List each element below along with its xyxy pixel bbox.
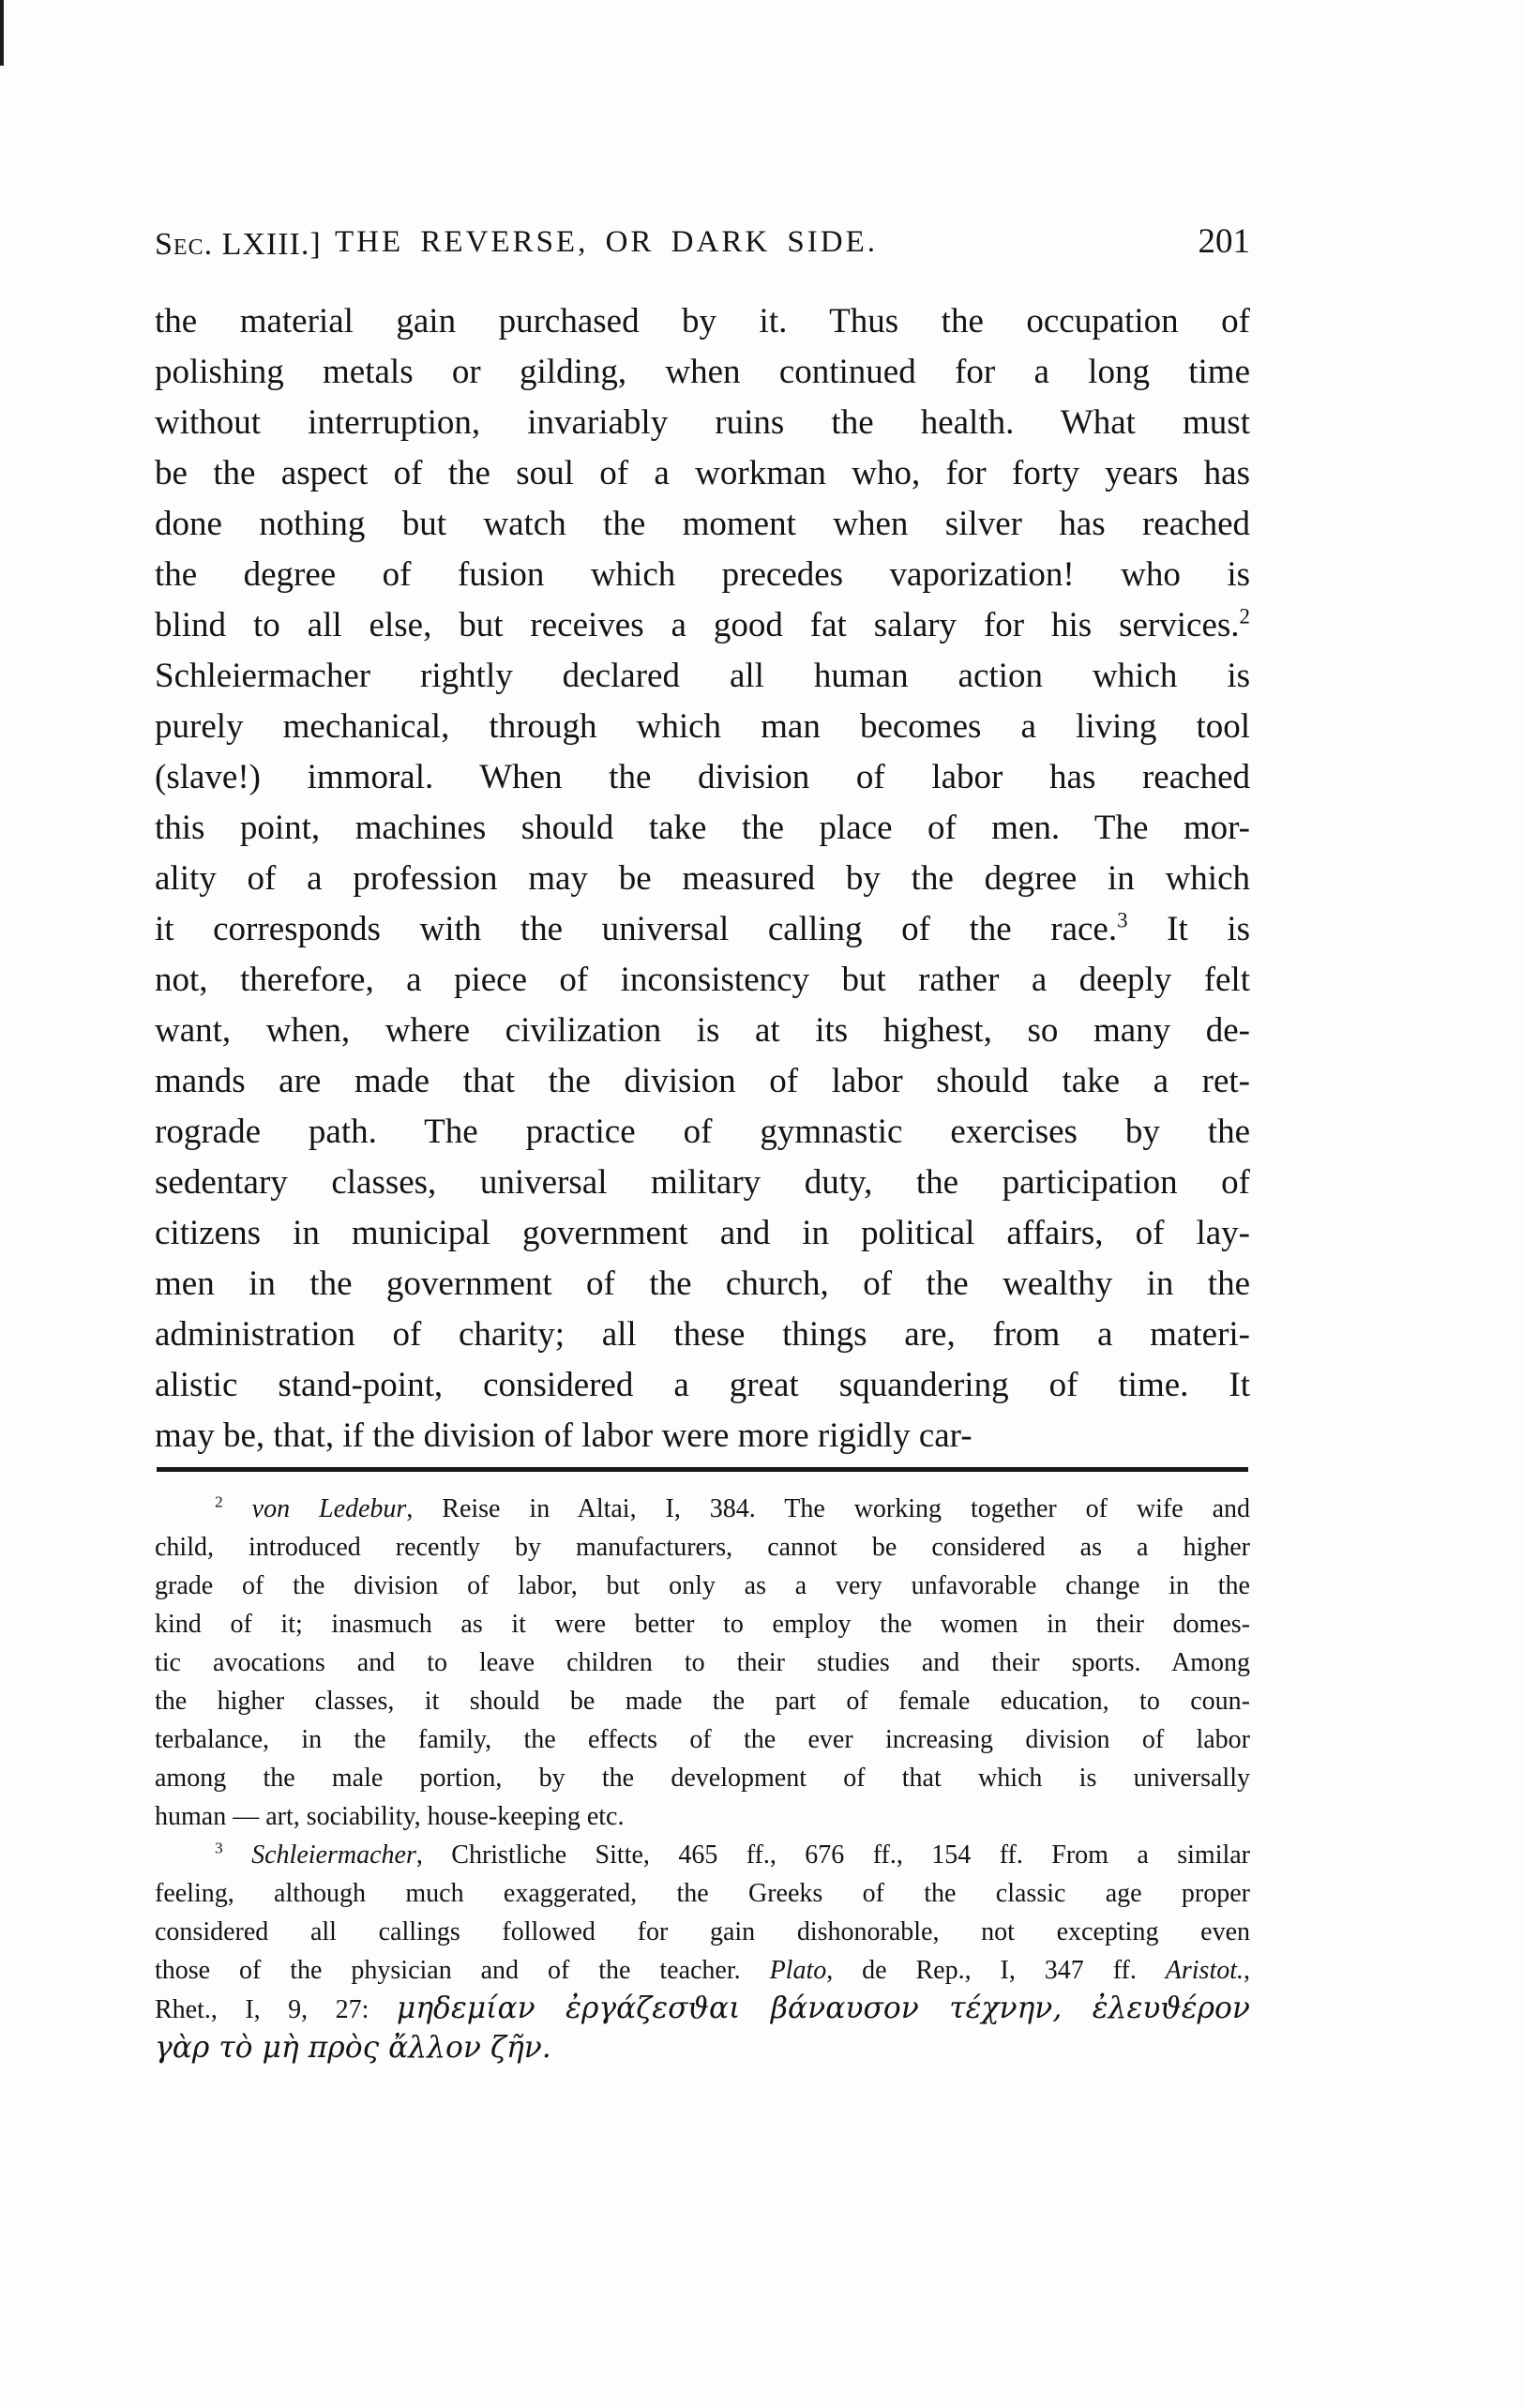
- text-segment: terbalance, in the family, the effects of the ever increasing division of labor: [155, 1725, 1250, 1754]
- text-line: [155, 904, 1250, 955]
- text-line: [155, 2029, 1250, 2068]
- text-segment: the higher classes, it should be made the part of female education, to coun-: [155, 1687, 1250, 1716]
- text-segment: considered all callings followed for gain dishonorable, not excepting even: [155, 1917, 1250, 1946]
- text-segment: child, introduced recently by manufacturers, cannot be considered as a higher: [155, 1533, 1250, 1562]
- footnotes: [155, 1490, 1250, 2068]
- text-line: [155, 1490, 1250, 1528]
- text-segment: [223, 1494, 252, 1523]
- text-line: [155, 1158, 1250, 1208]
- text-line: [155, 1056, 1250, 1107]
- text-line: [155, 854, 1250, 904]
- text-segment: polishing metals or gilding, when continued for a long time: [155, 353, 1250, 391]
- text-segment: kind of it; inasmuch as it were better to employ the women in their domes-: [155, 1610, 1250, 1639]
- page-header: [155, 221, 1250, 270]
- text-segment: the material gain purchased by it. Thus the occupation of: [155, 302, 1250, 341]
- text-line: [155, 1411, 1250, 1461]
- text-line: [155, 1720, 1250, 1759]
- text-line: [155, 1605, 1250, 1643]
- text-segment: this point, machines should take the place of men. The mor-: [155, 809, 1250, 847]
- text-line: [155, 1913, 1250, 1951]
- text-line: [155, 347, 1250, 398]
- text-segment: purely mechanical, through which man becomes a living tool: [155, 707, 1250, 746]
- text-segment: citizens in municipal government and in political affairs, of lay-: [155, 1214, 1250, 1252]
- text-segment: Schleiermacher rightly declared all human action which is: [155, 657, 1250, 695]
- text-line: [155, 1310, 1250, 1360]
- text-segment: without interruption, invariably ruins the health. What must: [155, 403, 1250, 442]
- footnote-marker: 3: [1117, 908, 1128, 932]
- text-line: [155, 752, 1250, 803]
- footnote-marker: 2: [215, 1492, 223, 1511]
- text-segment: Schleiermacher: [251, 1840, 416, 1870]
- text-segment: be the aspect of the soul of a workman who, for forty years has: [155, 454, 1250, 492]
- text-line: [155, 499, 1250, 550]
- footnote-rule: [157, 1467, 1248, 1472]
- text-line: [155, 1759, 1250, 1797]
- text-segment: among the male portion, by the development of that which is universally: [155, 1764, 1250, 1793]
- text-segment: want, when, where civilization is at its highest, so many de-: [155, 1011, 1250, 1050]
- greek-text: γὰρ τὸ μὴ πρὸς ἄλλον ζῆν.: [155, 2031, 551, 2065]
- text-segment: , de Rep., I, 347 ff.: [826, 1956, 1166, 1985]
- text-segment: alistic stand-point, considered a great squandering of time. It: [155, 1366, 1250, 1404]
- text-segment: , Reise in Altai, I, 384. The working together of wife and: [406, 1494, 1251, 1523]
- text-line: [155, 1259, 1250, 1310]
- text-segment: rograde path. The practice of gymnastic exercises by the: [155, 1113, 1250, 1151]
- text-segment: human — art, sociability, house-keeping etc.: [155, 1802, 625, 1831]
- text-line: [155, 550, 1250, 600]
- text-line: [155, 955, 1250, 1006]
- text-line: [155, 702, 1250, 752]
- text-segment: it corresponds with the universal calling of the race.: [155, 910, 1118, 948]
- text-line: [155, 1107, 1250, 1158]
- text-segment: It is: [1127, 910, 1251, 948]
- footnote-marker: 2: [1239, 604, 1250, 629]
- footnote-marker: 3: [215, 1839, 223, 1857]
- text-segment: administration of charity; all these things are, from a materi-: [155, 1315, 1250, 1354]
- text-line: [155, 1951, 1250, 1990]
- text-segment: Plato: [769, 1956, 827, 1985]
- text-segment: mands are made that the division of labor should take a ret-: [155, 1062, 1250, 1100]
- text-line: [155, 1528, 1250, 1567]
- text-segment: men in the government of the church, of the wealthy in the: [155, 1265, 1250, 1303]
- text-segment: ality of a profession may be measured by the degree in which: [155, 859, 1250, 898]
- text-segment: , Christliche Sitte, 465 ff., 676 ff., 154 ff. From a similar: [415, 1840, 1251, 1870]
- text-line: [155, 651, 1250, 702]
- scan-edge-artifact: [0, 0, 4, 66]
- text-segment: (slave!) immoral. When the division of labor has reached: [155, 758, 1250, 796]
- text-line: [155, 1006, 1250, 1056]
- text-line: [155, 803, 1250, 854]
- footnote-2: [155, 1490, 1250, 1836]
- text-segment: tic avocations and to leave children to their studies and their sports. Among: [155, 1648, 1250, 1677]
- text-line: [155, 296, 1250, 347]
- text-segment: feeling, although much exaggerated, the Greeks of the classic age proper: [155, 1879, 1250, 1908]
- text-line: [155, 1990, 1250, 2029]
- text-segment: those of the physician and of the teacher.: [155, 1956, 770, 1985]
- text-line: [155, 1567, 1250, 1605]
- text-line: [155, 1360, 1250, 1411]
- text-segment: Rhet., I, 9, 27:: [155, 1995, 397, 2024]
- text-line: [155, 1836, 1250, 1874]
- text-segment: may be, that, if the division of labor were more rigidly car-: [155, 1416, 973, 1455]
- text-segment: grade of the division of labor, but only as a very unfavorable change in the: [155, 1571, 1250, 1600]
- text-segment: blind to all else, but receives a good fat salary for his services.: [155, 606, 1240, 644]
- text-segment: done nothing but watch the moment when silver has reached: [155, 505, 1250, 543]
- text-line: [155, 448, 1250, 499]
- greek-text: μηδεμίαν ἐργάζεσϑαι βάναυσον τέχνην, ἐλευϑέρον: [396, 1992, 1250, 2025]
- text-line: [155, 1643, 1250, 1682]
- footnote-3: [155, 1836, 1250, 2068]
- section-label: Sec. LXIII.]: [155, 227, 322, 262]
- text-line: [155, 398, 1250, 448]
- text-line: [155, 1797, 1250, 1836]
- page-number: 201: [1198, 222, 1250, 261]
- text-segment: von Ledebur: [251, 1494, 407, 1523]
- text-segment: ,: [1244, 1956, 1250, 1985]
- text-segment: sedentary classes, universal military duty, the participation of: [155, 1163, 1250, 1202]
- text-segment: the degree of fusion which precedes vaporization! who is: [155, 555, 1250, 594]
- body-text: [155, 296, 1250, 1461]
- text-line: [155, 1208, 1250, 1259]
- text-segment: not, therefore, a piece of inconsistency but rather a deeply felt: [155, 961, 1250, 999]
- text-line: [155, 1682, 1250, 1720]
- text-segment: [223, 1840, 251, 1870]
- text-line: [155, 1874, 1250, 1913]
- text-segment: Aristot.: [1165, 1956, 1244, 1985]
- running-title: THE REVERSE, OR DARK SIDE.: [335, 225, 879, 259]
- text-line: [155, 600, 1250, 651]
